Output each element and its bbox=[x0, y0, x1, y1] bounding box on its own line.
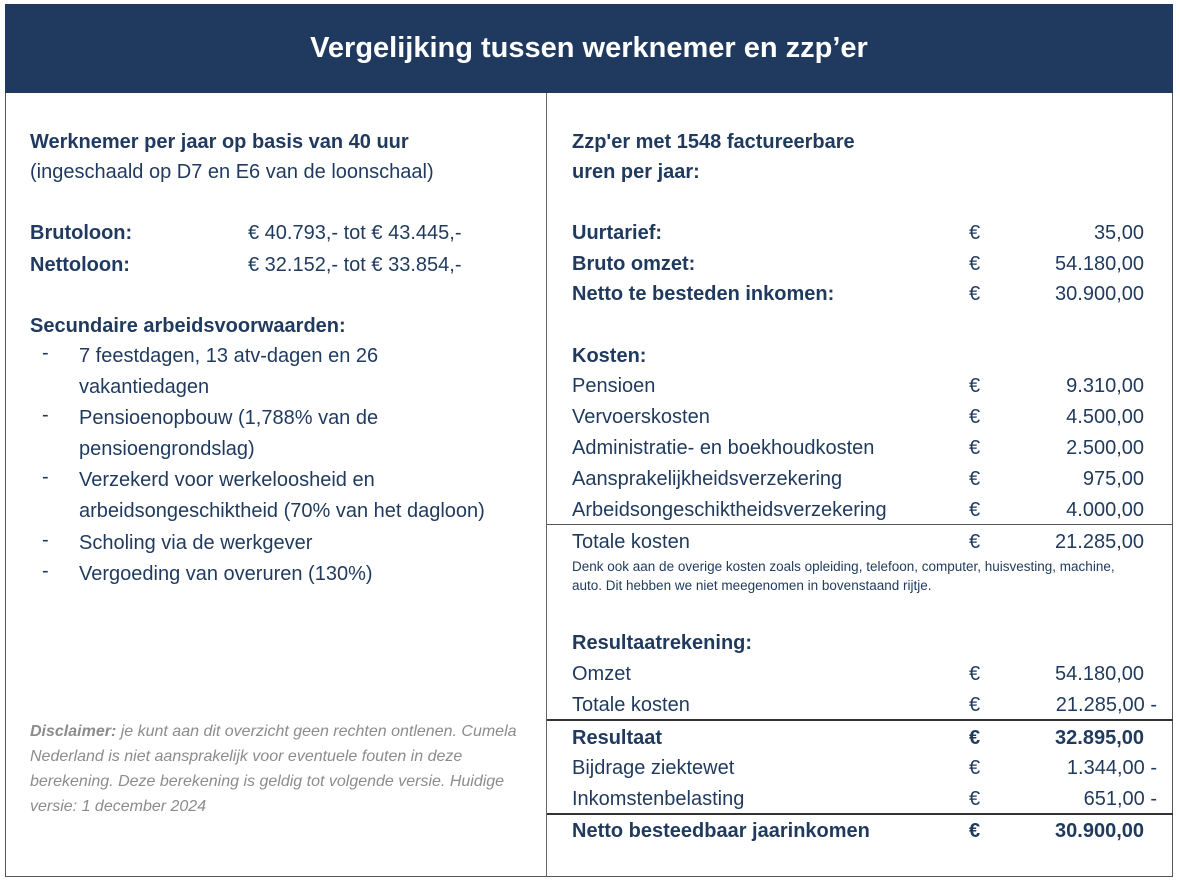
row-amount: 21.285,00 bbox=[1055, 531, 1144, 553]
row-label: Aansprakelijkheidsverzekering bbox=[572, 468, 843, 490]
row-amount: 30.900,00 bbox=[1055, 283, 1144, 305]
divider-line bbox=[547, 813, 1173, 815]
row-amount: 9.310,00 bbox=[1066, 375, 1144, 397]
row-label: Administratie- en boekhoudkosten bbox=[572, 437, 875, 459]
row-amount: 54.180,00 bbox=[1055, 663, 1144, 685]
cost-row bbox=[572, 433, 1157, 463]
euro-sign: € bbox=[969, 531, 981, 553]
row-amount: 975,00 bbox=[1082, 468, 1144, 490]
euro-sign: € bbox=[969, 663, 981, 685]
zzp-heading-line2: uren per jaar: bbox=[572, 161, 700, 183]
list-item-line: vakantiedagen bbox=[79, 376, 210, 398]
employee-heading: Werknemer per jaar op basis van 40 uur bbox=[30, 131, 409, 153]
row-label: Uurtarief: bbox=[572, 222, 663, 244]
euro-sign: € bbox=[969, 757, 981, 779]
row-label: Vervoerskosten bbox=[572, 406, 710, 428]
list-item-line: Vergoeding van overuren (130%) bbox=[79, 563, 373, 585]
row-label: Pensioen bbox=[572, 375, 656, 397]
row-label: Totale kosten bbox=[572, 694, 690, 716]
row-label: Netto besteedbaar jaarinkomen bbox=[572, 820, 870, 842]
cost-row bbox=[572, 495, 1157, 525]
bullet-dash: - bbox=[42, 560, 49, 582]
page-title: Vergelijking tussen werknemer en zzp’er bbox=[5, 4, 1173, 93]
secundaire-heading: Secundaire arbeidsvoorwaarden: bbox=[30, 315, 346, 337]
euro-sign: € bbox=[969, 499, 981, 521]
row-label: Bruto omzet: bbox=[572, 253, 696, 275]
employee-subheading: (ingeschaald op D7 en E6 van de loonschaal) bbox=[30, 161, 434, 183]
row-label: Totale kosten bbox=[572, 531, 690, 553]
row-amount: 2.500,00 bbox=[1066, 437, 1144, 459]
disclaimer-label: Disclaimer: bbox=[30, 723, 117, 740]
summary-row bbox=[572, 249, 1157, 279]
row-label: Omzet bbox=[572, 663, 631, 685]
row-amount: 35,00 bbox=[1093, 222, 1144, 244]
costs-note: Denk ook aan de overige kosten zoals opleiding, telefoon, computer, huisvesting, machine, auto. Dit hebben we niet meegenomen in bovenstaand rijtje. bbox=[572, 559, 1115, 593]
euro-sign: € bbox=[969, 406, 981, 428]
cost-row bbox=[572, 464, 1157, 494]
list-item-line: Scholing via de werkgever bbox=[79, 532, 313, 554]
euro-sign: € bbox=[969, 253, 981, 275]
euro-sign: € bbox=[969, 727, 981, 749]
row-label: Bijdrage ziektewet bbox=[572, 757, 735, 779]
euro-sign: € bbox=[969, 788, 981, 810]
cost-row bbox=[572, 402, 1157, 432]
netto-value: € 32.152,- tot € 33.854,- bbox=[248, 254, 462, 276]
euro-sign: € bbox=[969, 375, 981, 397]
row-amount: 651,00 - bbox=[1083, 788, 1157, 810]
row-amount: 54.180,00 bbox=[1055, 253, 1144, 275]
belasting-row bbox=[572, 784, 1157, 814]
list-item-line: Pensioenopbouw (1,788% van de bbox=[79, 407, 379, 429]
row-label: Netto te besteden inkomen: bbox=[572, 283, 835, 305]
row-amount: 1.344,00 - bbox=[1066, 757, 1157, 779]
row-amount: 21.285,00 - bbox=[1055, 694, 1157, 716]
euro-sign: € bbox=[969, 468, 981, 490]
bullet-dash: - bbox=[42, 342, 49, 364]
resultaat-row bbox=[572, 723, 1157, 753]
ziektewet-row bbox=[572, 753, 1157, 783]
summary-row bbox=[572, 279, 1157, 309]
bullet-dash: - bbox=[42, 466, 49, 488]
divider-line bbox=[547, 524, 1173, 525]
cost-row bbox=[572, 371, 1157, 401]
divider-line bbox=[547, 719, 1173, 721]
row-label: Inkomstenbelasting bbox=[572, 788, 745, 810]
column-divider bbox=[546, 93, 547, 877]
omzet-row bbox=[572, 659, 1157, 689]
bullet-dash: - bbox=[42, 529, 49, 551]
zzp-heading-line1: Zzp'er met 1548 factureerbare bbox=[572, 131, 855, 153]
list-item-line: pensioengrondslag) bbox=[79, 438, 255, 460]
bullet-dash: - bbox=[42, 404, 49, 426]
kosten-heading: Kosten: bbox=[572, 345, 647, 367]
euro-sign: € bbox=[969, 283, 981, 305]
euro-sign: € bbox=[969, 437, 981, 459]
total-costs-deduct-row bbox=[572, 690, 1157, 720]
euro-sign: € bbox=[969, 820, 981, 842]
netto-row bbox=[572, 816, 1157, 846]
summary-row bbox=[572, 218, 1157, 248]
bruto-value: € 40.793,- tot € 43.445,- bbox=[248, 222, 462, 244]
disclaimer-text: je kunt aan dit overzicht geen rechten ontlenen. Cumela Nederland is niet aansprakelijk voor eventuele fouten in deze berekening. Deze berekening is geldig tot volgende versie. Huidige versie: 1 december 2024 bbox=[30, 723, 517, 815]
row-amount: 4.500,00 bbox=[1066, 406, 1144, 428]
euro-sign: € bbox=[969, 222, 981, 244]
row-amount: 32.895,00 bbox=[1055, 727, 1144, 749]
resultaat-heading: Resultaatrekening: bbox=[572, 632, 753, 654]
netto-label: Nettoloon: bbox=[30, 254, 130, 276]
list-item-line: Verzekerd voor werkeloosheid en bbox=[79, 469, 375, 491]
total-costs-row bbox=[572, 527, 1157, 557]
list-item-line: 7 feestdagen, 13 atv-dagen en 26 bbox=[79, 345, 379, 367]
row-label: Resultaat bbox=[572, 727, 663, 749]
list-item-line: arbeidsongeschiktheid (70% van het dagloon) bbox=[79, 500, 485, 522]
disclaimer bbox=[30, 719, 545, 819]
euro-sign: € bbox=[969, 694, 981, 716]
row-label: Arbeidsongeschiktheidsverzekering bbox=[572, 499, 887, 521]
row-amount: 4.000,00 bbox=[1066, 499, 1144, 521]
bruto-label: Brutoloon: bbox=[30, 222, 133, 244]
row-amount: 30.900,00 bbox=[1055, 820, 1144, 842]
